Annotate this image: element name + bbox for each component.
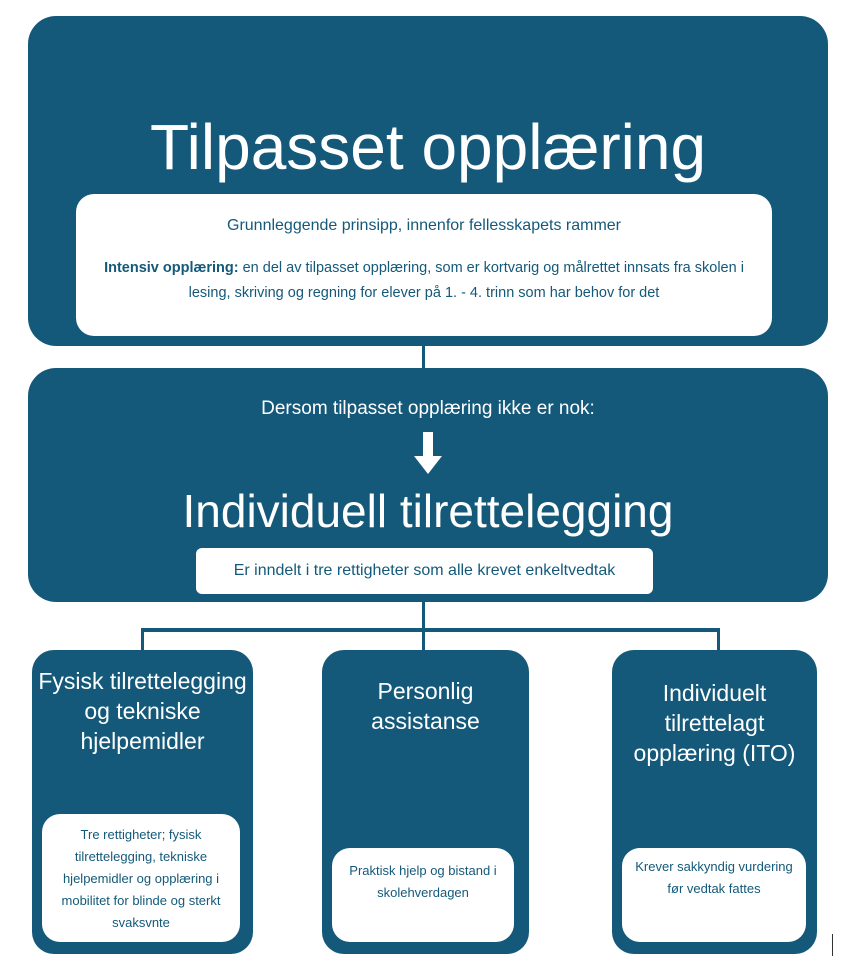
top-title: Tilpasset opplæring — [149, 111, 707, 183]
card-text: Krever sakkyndig vurdering før vedtak fattes — [635, 859, 793, 896]
card-text: Tre rettigheter; fysisk tilrettelegging, tekniske hjelpemidler og opplæring i mobilitet for blinde og sterkt svaksvnte — [61, 827, 221, 930]
card-individuelt-tilrettelagt — [612, 650, 817, 954]
top-info-panel — [76, 194, 772, 336]
middle-info-panel — [196, 548, 653, 594]
card-info-panel — [622, 848, 806, 942]
edge-divider — [832, 934, 833, 956]
individuell-tilrettelegging-box — [28, 368, 828, 602]
intensive-text: en del av tilpasset opplæring, som er kortvarig og målrettet innsats fra skolen i lesing, skriving og regning for elever på 1. - 4. trinn som har behov for det — [188, 260, 744, 301]
intensive-description — [100, 256, 748, 306]
card-personlig-assistanse — [322, 650, 529, 954]
connector-stem — [422, 600, 425, 630]
card-title: Fysisk tilrettelegging og tekniske hjelpemidler — [38, 668, 247, 754]
connector-right — [717, 628, 720, 652]
card-info-panel — [332, 848, 514, 942]
top-subtitle: Grunnleggende prinsipp, innenfor fellesskapets rammer — [227, 217, 621, 234]
connector-middle — [422, 628, 425, 652]
card-title: Individuelt tilrettelagt opplæring (ITO) — [633, 680, 796, 766]
tilpasset-opplaering-box — [28, 16, 828, 346]
middle-title: Individuell tilrettelegging — [182, 485, 674, 537]
middle-intro: Dersom tilpasset opplæring ikke er nok: — [261, 398, 595, 419]
connector-horizontal — [141, 628, 720, 632]
card-fysisk-tilrettelegging — [32, 650, 253, 954]
connector-left — [141, 628, 144, 652]
card-text: Praktisk hjelp og bistand i skolehverdagen — [349, 863, 497, 900]
card-info-panel — [42, 814, 240, 942]
intensive-label: Intensiv opplæring: — [104, 260, 239, 276]
card-title: Personlig assistanse — [371, 678, 480, 734]
middle-subtitle: Er inndelt i tre rettigheter som alle krevet enkeltvedtak — [233, 562, 616, 579]
arrow-down-icon — [412, 432, 444, 474]
